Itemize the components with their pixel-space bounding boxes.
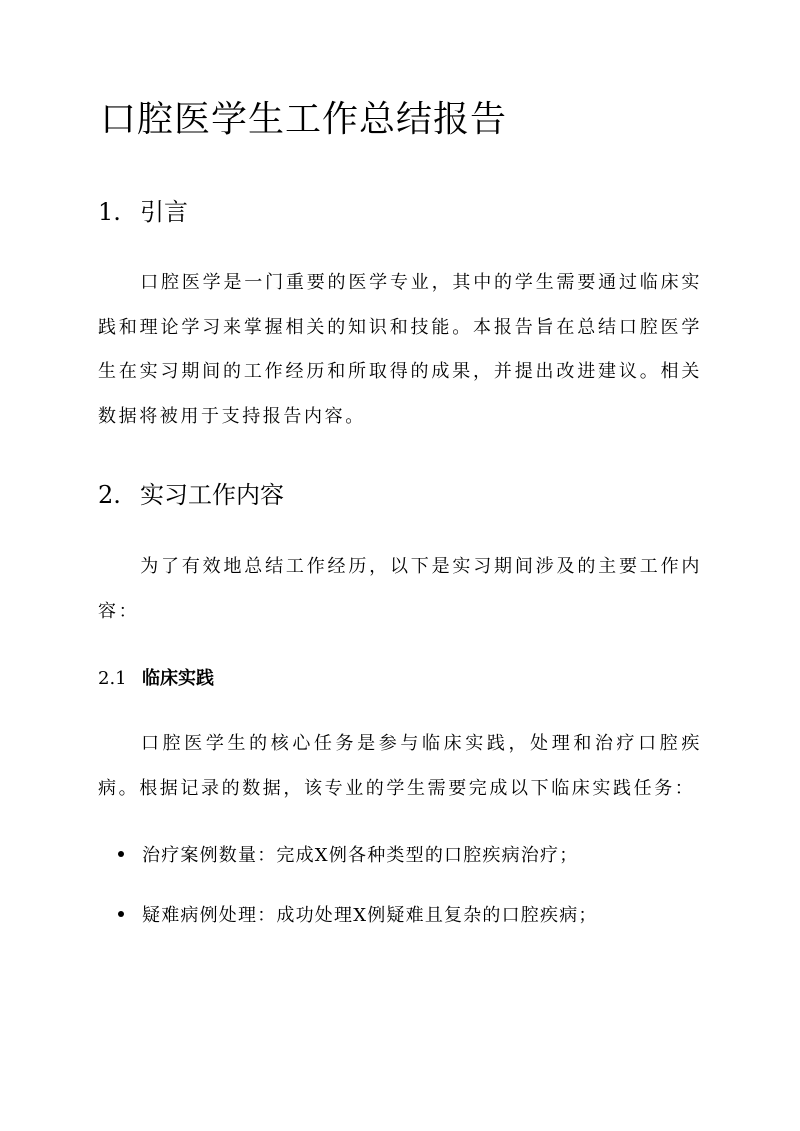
- section-1-text: 口腔医学是一门重要的医学专业，其中的学生需要通过临床实践和理论学习来掌握相关的知识和技能。本报告旨在总结口腔医学生在实习期间的工作经历和所取得的成果，并提出改进建议。相关数据将被用于支持报告内容。: [98, 272, 702, 427]
- list-item-text: 治疗案例数量：完成X例各种类型的口腔疾病治疗；: [142, 845, 579, 866]
- bullet-icon: [118, 851, 124, 857]
- section-1-heading: [98, 196, 188, 228]
- subsection-2-1-text: 口腔医学生的核心任务是参与临床实践，处理和治疗口腔疾病。根据记录的数据，该专业的学生需要完成以下临床实践任务：: [98, 733, 702, 799]
- section-2-text: 为了有效地总结工作经历，以下是实习期间涉及的主要工作内容：: [98, 556, 702, 622]
- list-item-text: 疑难病例处理：成功处理X例疑难且复杂的口腔疾病；: [142, 905, 598, 926]
- bullet-icon: [118, 911, 124, 917]
- subsection-2-1-number: 2.1: [98, 668, 127, 689]
- subsection-2-1-heading: [98, 666, 214, 692]
- section-1-title: 引言: [140, 198, 188, 226]
- section-1-paragraph: [98, 261, 702, 439]
- section-1-number: 1.: [98, 198, 121, 226]
- section-2-paragraph: [98, 545, 702, 634]
- subsection-2-1-title: 临床实践: [142, 668, 214, 689]
- subsection-2-1-paragraph: [98, 722, 702, 811]
- section-2-title: 实习工作内容: [140, 481, 284, 509]
- document-title: 口腔医学生工作总结报告: [100, 99, 508, 140]
- section-2-number: 2.: [98, 481, 121, 509]
- list-item: [118, 903, 598, 929]
- list-item: [118, 843, 578, 869]
- section-2-heading: [98, 479, 284, 511]
